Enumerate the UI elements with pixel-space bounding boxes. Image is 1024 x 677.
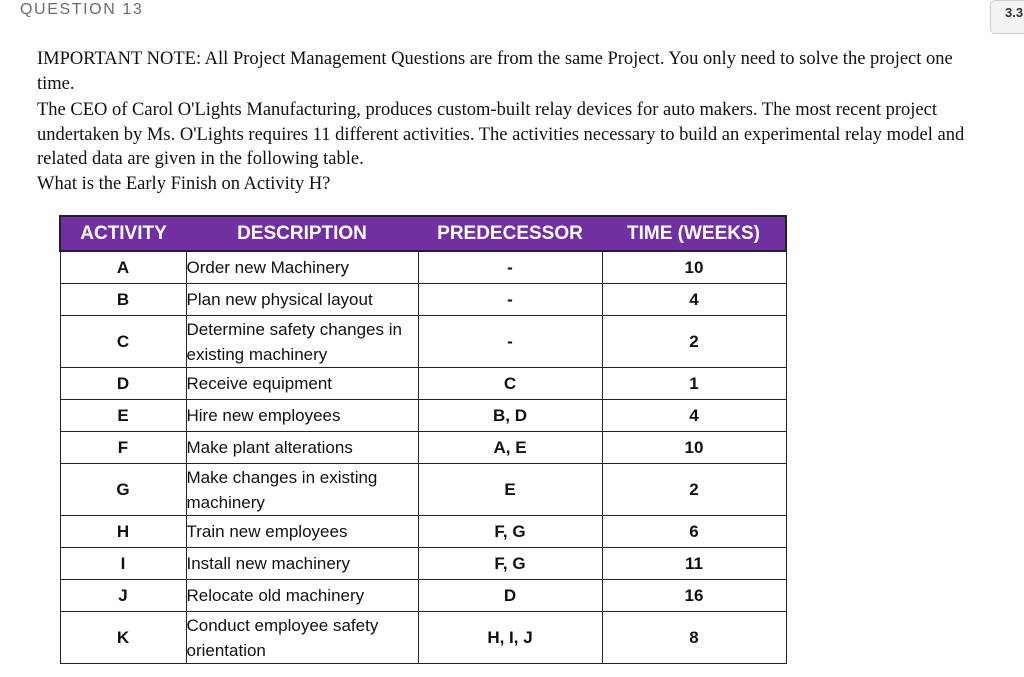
question-body bbox=[37, 47, 987, 196]
activity-cell: K bbox=[60, 612, 186, 664]
time-cell: 4 bbox=[602, 284, 786, 316]
time-cell: 16 bbox=[602, 580, 786, 612]
time-cell: 2 bbox=[602, 464, 786, 516]
table-row bbox=[60, 316, 786, 368]
column-header-activity: ACTIVITY bbox=[60, 216, 186, 251]
important-note: IMPORTANT NOTE: All Project Management Questions are from the same Project. You only need to solve the project one time. bbox=[37, 49, 953, 94]
description-cell: Receive equipment bbox=[186, 368, 418, 400]
question-context: The CEO of Carol O'Lights Manufacturing, produces custom-built relay devices for auto makers. The most recent project undertaken by Ms. O'Lights requires 11 different activities. The activities necessary to build an experimental relay model and related data are given in the following table. bbox=[37, 100, 965, 169]
table-row bbox=[60, 284, 786, 316]
table-row bbox=[60, 464, 786, 516]
table-header-row bbox=[60, 216, 786, 251]
time-cell: 1 bbox=[602, 368, 786, 400]
description-cell: Install new machinery bbox=[186, 548, 418, 580]
predecessor-cell: F, G bbox=[418, 516, 602, 548]
table-row bbox=[60, 400, 786, 432]
description-cell: Conduct employee safety orientation bbox=[186, 612, 418, 664]
description-cell: Make plant alterations bbox=[186, 432, 418, 464]
predecessor-cell: H, I, J bbox=[418, 612, 602, 664]
question-number-label: QUESTION 13 bbox=[20, 1, 144, 18]
predecessor-cell: A, E bbox=[418, 432, 602, 464]
activity-table bbox=[59, 215, 787, 664]
predecessor-cell: - bbox=[418, 251, 602, 284]
column-header-description: DESCRIPTION bbox=[186, 216, 418, 251]
table-row bbox=[60, 368, 786, 400]
activity-cell: G bbox=[60, 464, 186, 516]
predecessor-cell: - bbox=[418, 284, 602, 316]
predecessor-cell: C bbox=[418, 368, 602, 400]
predecessor-cell: B, D bbox=[418, 400, 602, 432]
table-row bbox=[60, 432, 786, 464]
time-cell: 2 bbox=[602, 316, 786, 368]
activity-cell: I bbox=[60, 548, 186, 580]
predecessor-cell: E bbox=[418, 464, 602, 516]
description-cell: Make changes in existing machinery bbox=[186, 464, 418, 516]
description-cell: Train new employees bbox=[186, 516, 418, 548]
time-cell: 4 bbox=[602, 400, 786, 432]
activity-cell: B bbox=[60, 284, 186, 316]
time-cell: 8 bbox=[602, 612, 786, 664]
activity-cell: J bbox=[60, 580, 186, 612]
activity-cell: D bbox=[60, 368, 186, 400]
table-row bbox=[60, 251, 786, 284]
column-header-time: TIME (WEEKS) bbox=[602, 216, 786, 251]
description-cell: Order new Machinery bbox=[186, 251, 418, 284]
table-row bbox=[60, 580, 786, 612]
description-cell: Relocate old machinery bbox=[186, 580, 418, 612]
points-badge: 3.3 bbox=[990, 0, 1024, 34]
description-cell: Determine safety changes in existing machinery bbox=[186, 316, 418, 368]
predecessor-cell: - bbox=[418, 316, 602, 368]
predecessor-cell: F, G bbox=[418, 548, 602, 580]
activity-cell: H bbox=[60, 516, 186, 548]
time-cell: 10 bbox=[602, 251, 786, 284]
column-header-predecessor: PREDECESSOR bbox=[418, 216, 602, 251]
activity-cell: E bbox=[60, 400, 186, 432]
description-cell: Hire new employees bbox=[186, 400, 418, 432]
question-prompt: What is the Early Finish on Activity H? bbox=[37, 173, 331, 194]
time-cell: 10 bbox=[602, 432, 786, 464]
time-cell: 11 bbox=[602, 548, 786, 580]
description-cell: Plan new physical layout bbox=[186, 284, 418, 316]
time-cell: 6 bbox=[602, 516, 786, 548]
table-row bbox=[60, 612, 786, 664]
activity-cell: F bbox=[60, 432, 186, 464]
activity-cell: C bbox=[60, 316, 186, 368]
predecessor-cell: D bbox=[418, 580, 602, 612]
table-row bbox=[60, 516, 786, 548]
table-row bbox=[60, 548, 786, 580]
activity-cell: A bbox=[60, 251, 186, 284]
